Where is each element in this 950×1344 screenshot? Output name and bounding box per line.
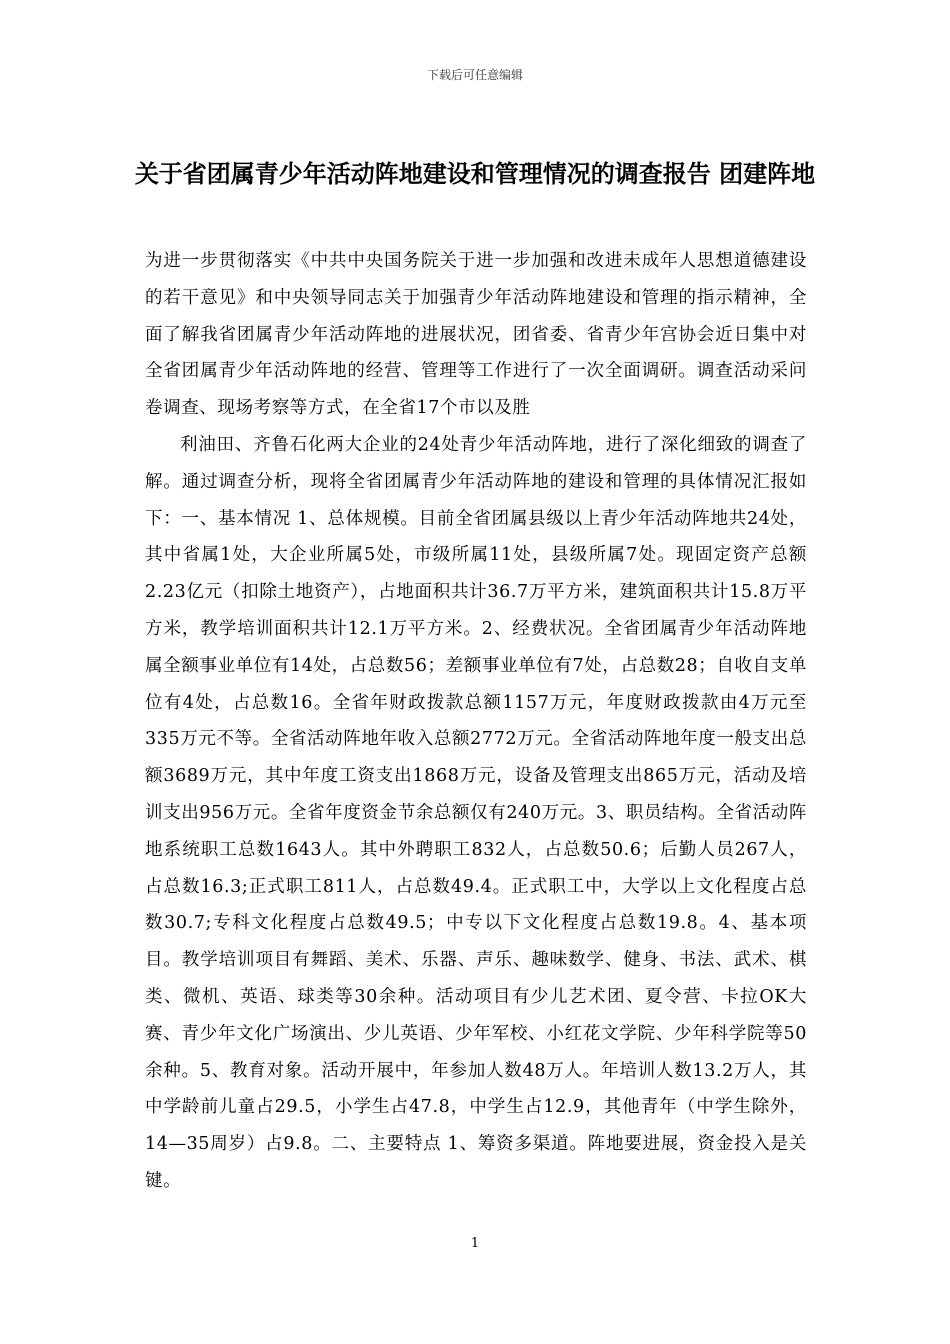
document-title: 关于省团属青少年活动阵地建设和管理情况的调查报告 团建阵地 (134, 160, 816, 188)
document-body (145, 243, 807, 1200)
header-note: 下载后可任意编辑 (426, 68, 523, 82)
page-number: 1 (470, 1236, 480, 1251)
paragraph-1: 为进一步贯彻落实《中共中央国务院关于进一步加强和改进未成年人思想道德建设的若干意见》和中央领导同志关于加强青少年活动阵地建设和管理的指示精神，全面了解我省团属青少年活动阵地的进展状况，团省委、省青少年宫协会近日集中对全省团属青少年活动阵地的经营、管理等工作进行了一次全面调研。调查活动采问卷调查、现场考察等方式，在全省17个市以及胜 (145, 251, 807, 419)
paragraph-2: 利油田、齐鲁石化两大企业的24处青少年活动阵地，进行了深化细致的调查了解。通过调查分析，现将全省团属青少年活动阵地的建设和管理的具体情况汇报如下：一、基本情况 1、总体规模。目前全省团属县级以上青少年活动阵地共24处，其中省属1处，大企业所属5处，市级所属11处，县级所属7处。现固定资产总额2.23亿元（扣除土地资产），占地面积共计36.7万平方米，建筑面积共计15.8万平方米，教学培训面积共计12.1万平方米。2、经费状况。全省团属青少年活动阵地属全额事业单位有14处，占总数56；差额事业单位有7处，占总数28；自收自支单位有4处，占总数16。全省年财政拨款总额1157万元，年度财政拨款由4万元至335万元不等。全省活动阵地年收入总额2772万元。全省活动阵地年度一般支出总额3689万元，其中年度工资支出1868万元，设备及管理支出865万元，活动及培训支出956万元。全省年度资金节余总额仅有240万元。3、职员结构。全省活动阵地系统职工总数1643人。其中外聘职工832人，占总数50.6；后勤人员267人，占总数16.3;正式职工811人，占总数49.4。正式职工中，大学以上文化程度占总数30.7;专科文化程度占总数49.5；中专以下文化程度占总数19.8。4、基本项目。教学培训项目有舞蹈、美术、乐器、声乐、趣味数学、健身、书法、武术、棋类、微机、英语、球类等30余种。活动项目有少儿艺术团、夏令营、卡拉OK大赛、青少年文化广场演出、少儿英语、少年军校、小红花文学院、少年科学院等50余种。5、教育对象。活动开展中，年参加人数48万人。年培训人数13.2万人，其中学龄前儿童占29.5，小学生占47.8，中学生占12.9，其他青年（中学生除外，14—35周岁）占9.8。二、主要特点 1、筹资多渠道。阵地要进展，资金投入是关键。 (145, 434, 807, 1191)
